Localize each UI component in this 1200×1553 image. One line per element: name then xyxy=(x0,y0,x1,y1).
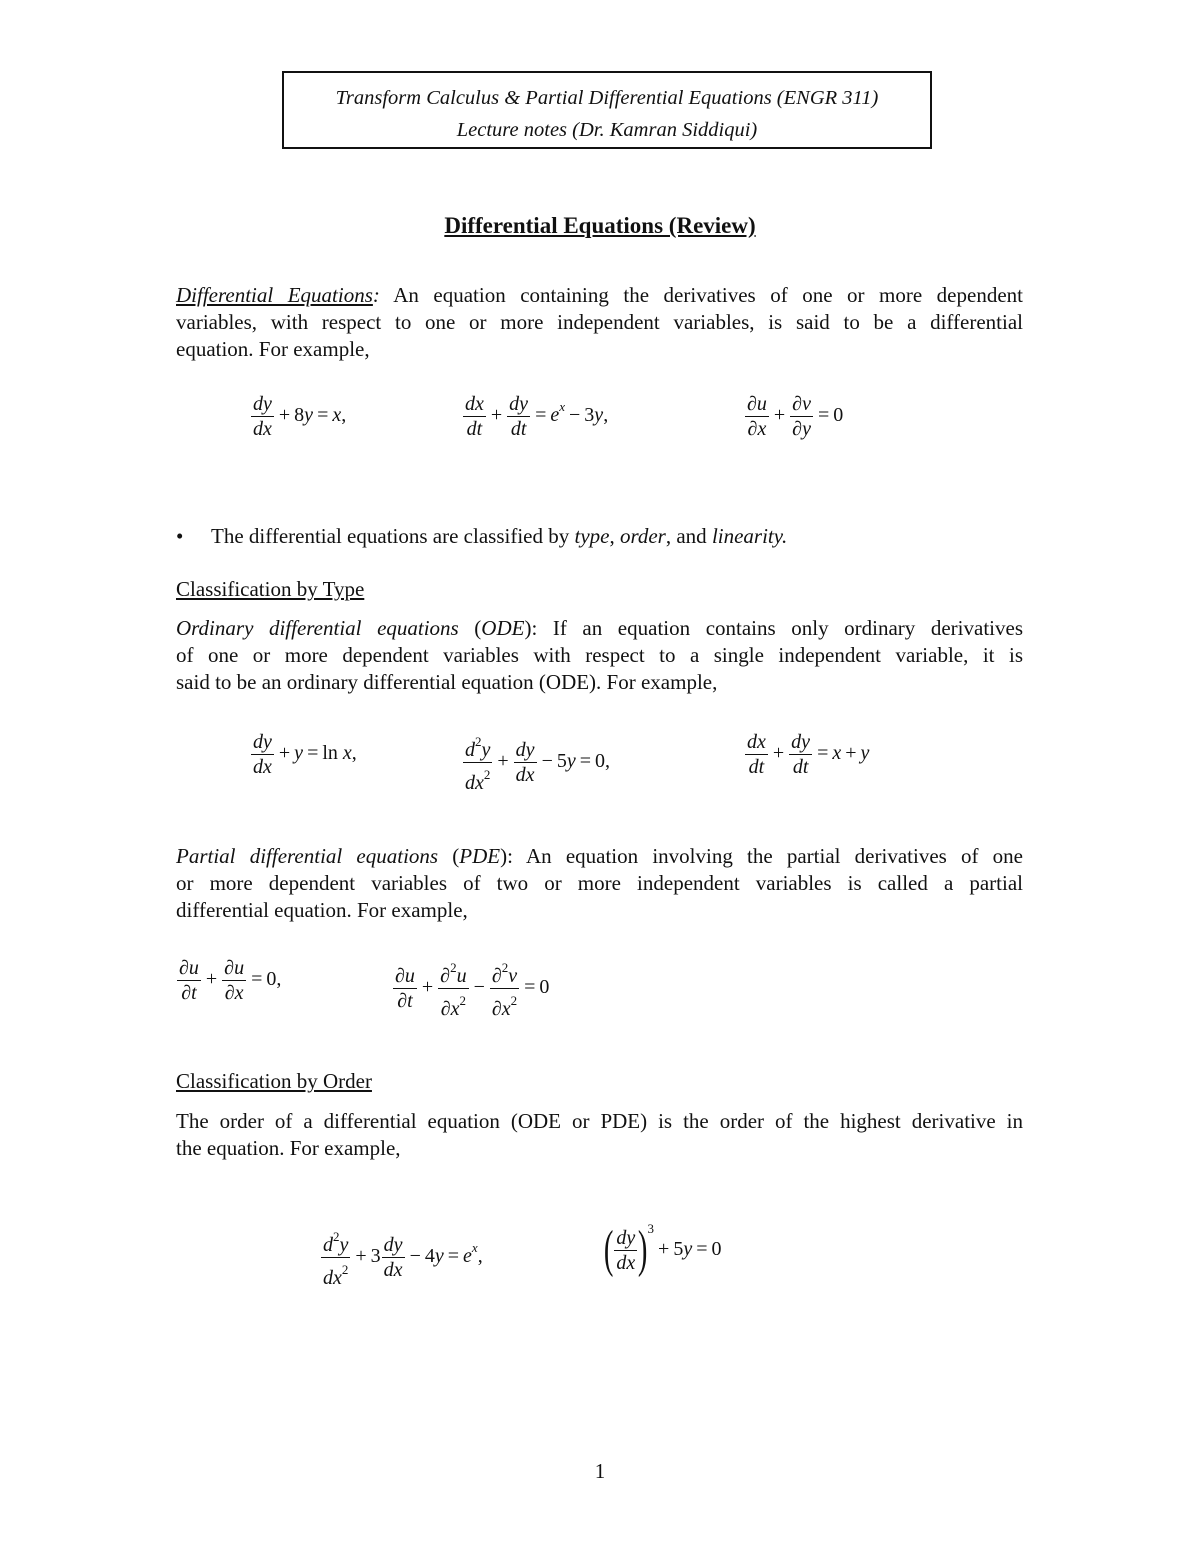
definition-line-1: Differential Equations: An equation containing the derivatives of one or more dependent xyxy=(176,283,1023,307)
fraction: $\frac{dx}{dt}$ xyxy=(465,393,484,440)
definition-term: Differential Equations xyxy=(176,283,373,307)
equation-example-1c: $\frac{\partial u}{\partial x}$ + $\frac{\partial v}{\partial y}$ = 0 xyxy=(747,393,844,440)
equation-example-1b: $\frac{dx}{dt}$ + $\frac{dy}{dt}$ = $e^x - 3y$, xyxy=(465,393,609,440)
fraction: $\frac{\partial^2u}{\partial x^2}$ xyxy=(438,956,468,1021)
fraction: $\frac{dy}{dx}$ xyxy=(515,739,535,786)
equation-example-1a: $\frac{dy}{dx}$ + 8y = x, xyxy=(253,393,347,440)
definition-paragraph xyxy=(176,282,1023,363)
ode-line-1: Ordinary differential equations (ODE): If an equation contains only ordinary derivatives xyxy=(176,616,1023,640)
fraction: $\frac{\partial u}{\partial t}$ xyxy=(179,957,199,1004)
fraction: $\frac{\partial u}{\partial t}$ xyxy=(395,965,415,1012)
lecture-notes-author: Lecture notes (Dr. Kamran Siddiqui) xyxy=(456,119,758,141)
order-paragraph xyxy=(176,1108,1023,1162)
fraction: $\frac{dy}{dx}$ xyxy=(253,393,272,440)
equation-pde-a: $\frac{\partial u}{\partial t}$ + $\frac{\partial u}{\partial x}$ = 0, xyxy=(179,957,282,1004)
order-line-1: The order of a differential equation (ODE or PDE) is the order of the highest derivative in xyxy=(176,1109,1023,1133)
bullet-icon: • xyxy=(176,524,184,548)
pde-line-3: differential equation. For example, xyxy=(176,898,468,922)
fraction: $\frac{dy}{dx}$ xyxy=(616,1226,636,1274)
fraction: $\frac{dy}{dt}$ xyxy=(791,731,811,778)
header-box xyxy=(282,71,932,149)
fraction: $\frac{\partial^2v}{\partial x^2}$ xyxy=(490,956,519,1021)
definition-line-2: variables, with respect to one or more independent variables, is said to be a differential xyxy=(176,310,1023,334)
ode-line-2: of one or more dependent variables with respect to a single independent variable, it is xyxy=(176,643,1023,667)
ode-line-3: said to be an ordinary differential equation (ODE). For example, xyxy=(176,670,718,694)
pde-paragraph xyxy=(176,843,1023,924)
equation-ode-a: $\frac{dy}{dx}$ + y = ln x, xyxy=(253,731,357,778)
equation-order-a: $\frac{d^2y}{dx^2}$ + 3 $\frac{dy}{dx}$ − $4y = e^x$, xyxy=(320,1225,483,1290)
ode-paragraph xyxy=(176,615,1023,696)
course-title: Transform Calculus & Partial Differential Equations (ENGR 311) xyxy=(335,87,879,109)
fraction: $\frac{d^2y}{dx^2}$ xyxy=(321,1225,350,1290)
pde-line-2: or more dependent variables of two or more independent variables is called a partial xyxy=(176,871,1023,895)
heading-classification-by-order: Classification by Order xyxy=(176,1069,372,1093)
equation-ode-b: $\frac{d^2y}{dx^2}$ + $\frac{dy}{dx}$ − 5y = 0, xyxy=(462,730,610,795)
fraction: $\frac{\partial v}{\partial y}$ xyxy=(792,393,811,440)
heading-classification-by-type: Classification by Type xyxy=(176,577,365,601)
equation-ode-c: $\frac{dx}{dt}$ + $\frac{dy}{dt}$ = x + y xyxy=(747,731,870,778)
pde-line-1: Partial differential equations (PDE): An equation involving the partial derivatives of one xyxy=(176,844,1023,868)
fraction: $\frac{dy}{dx}$ xyxy=(253,731,272,778)
fraction: $\frac{\partial u}{\partial x}$ xyxy=(747,393,767,440)
fraction: $\frac{dy}{dt}$ xyxy=(509,393,529,440)
fraction: $\frac{\partial u}{\partial x}$ xyxy=(224,957,245,1004)
fraction: $\frac{dy}{dx}$ xyxy=(383,1234,403,1281)
equation-pde-b: $\frac{\partial u}{\partial t}$ + $\frac{\partial^2u}{\partial x^2}$ − $\frac{\partial^2v}{\partial x^2}$ = 0 xyxy=(392,956,549,1021)
fraction: $\frac{d^2y}{dx^2}$ xyxy=(463,730,492,795)
fraction: $\frac{dx}{dt}$ xyxy=(747,731,766,778)
equation-order-b: ( $\frac{dy}{dx}$ )$^3$+ 5y = 0 xyxy=(603,1221,722,1279)
definition-line-3: equation. For example, xyxy=(176,337,370,361)
order-line-2: the equation. For example, xyxy=(176,1136,401,1160)
page-number: 1 xyxy=(594,1459,606,1483)
classification-bullet: The differential equations are classified by type, order, and linearity. xyxy=(211,524,788,548)
page-title: Differential Equations (Review) xyxy=(444,213,756,238)
